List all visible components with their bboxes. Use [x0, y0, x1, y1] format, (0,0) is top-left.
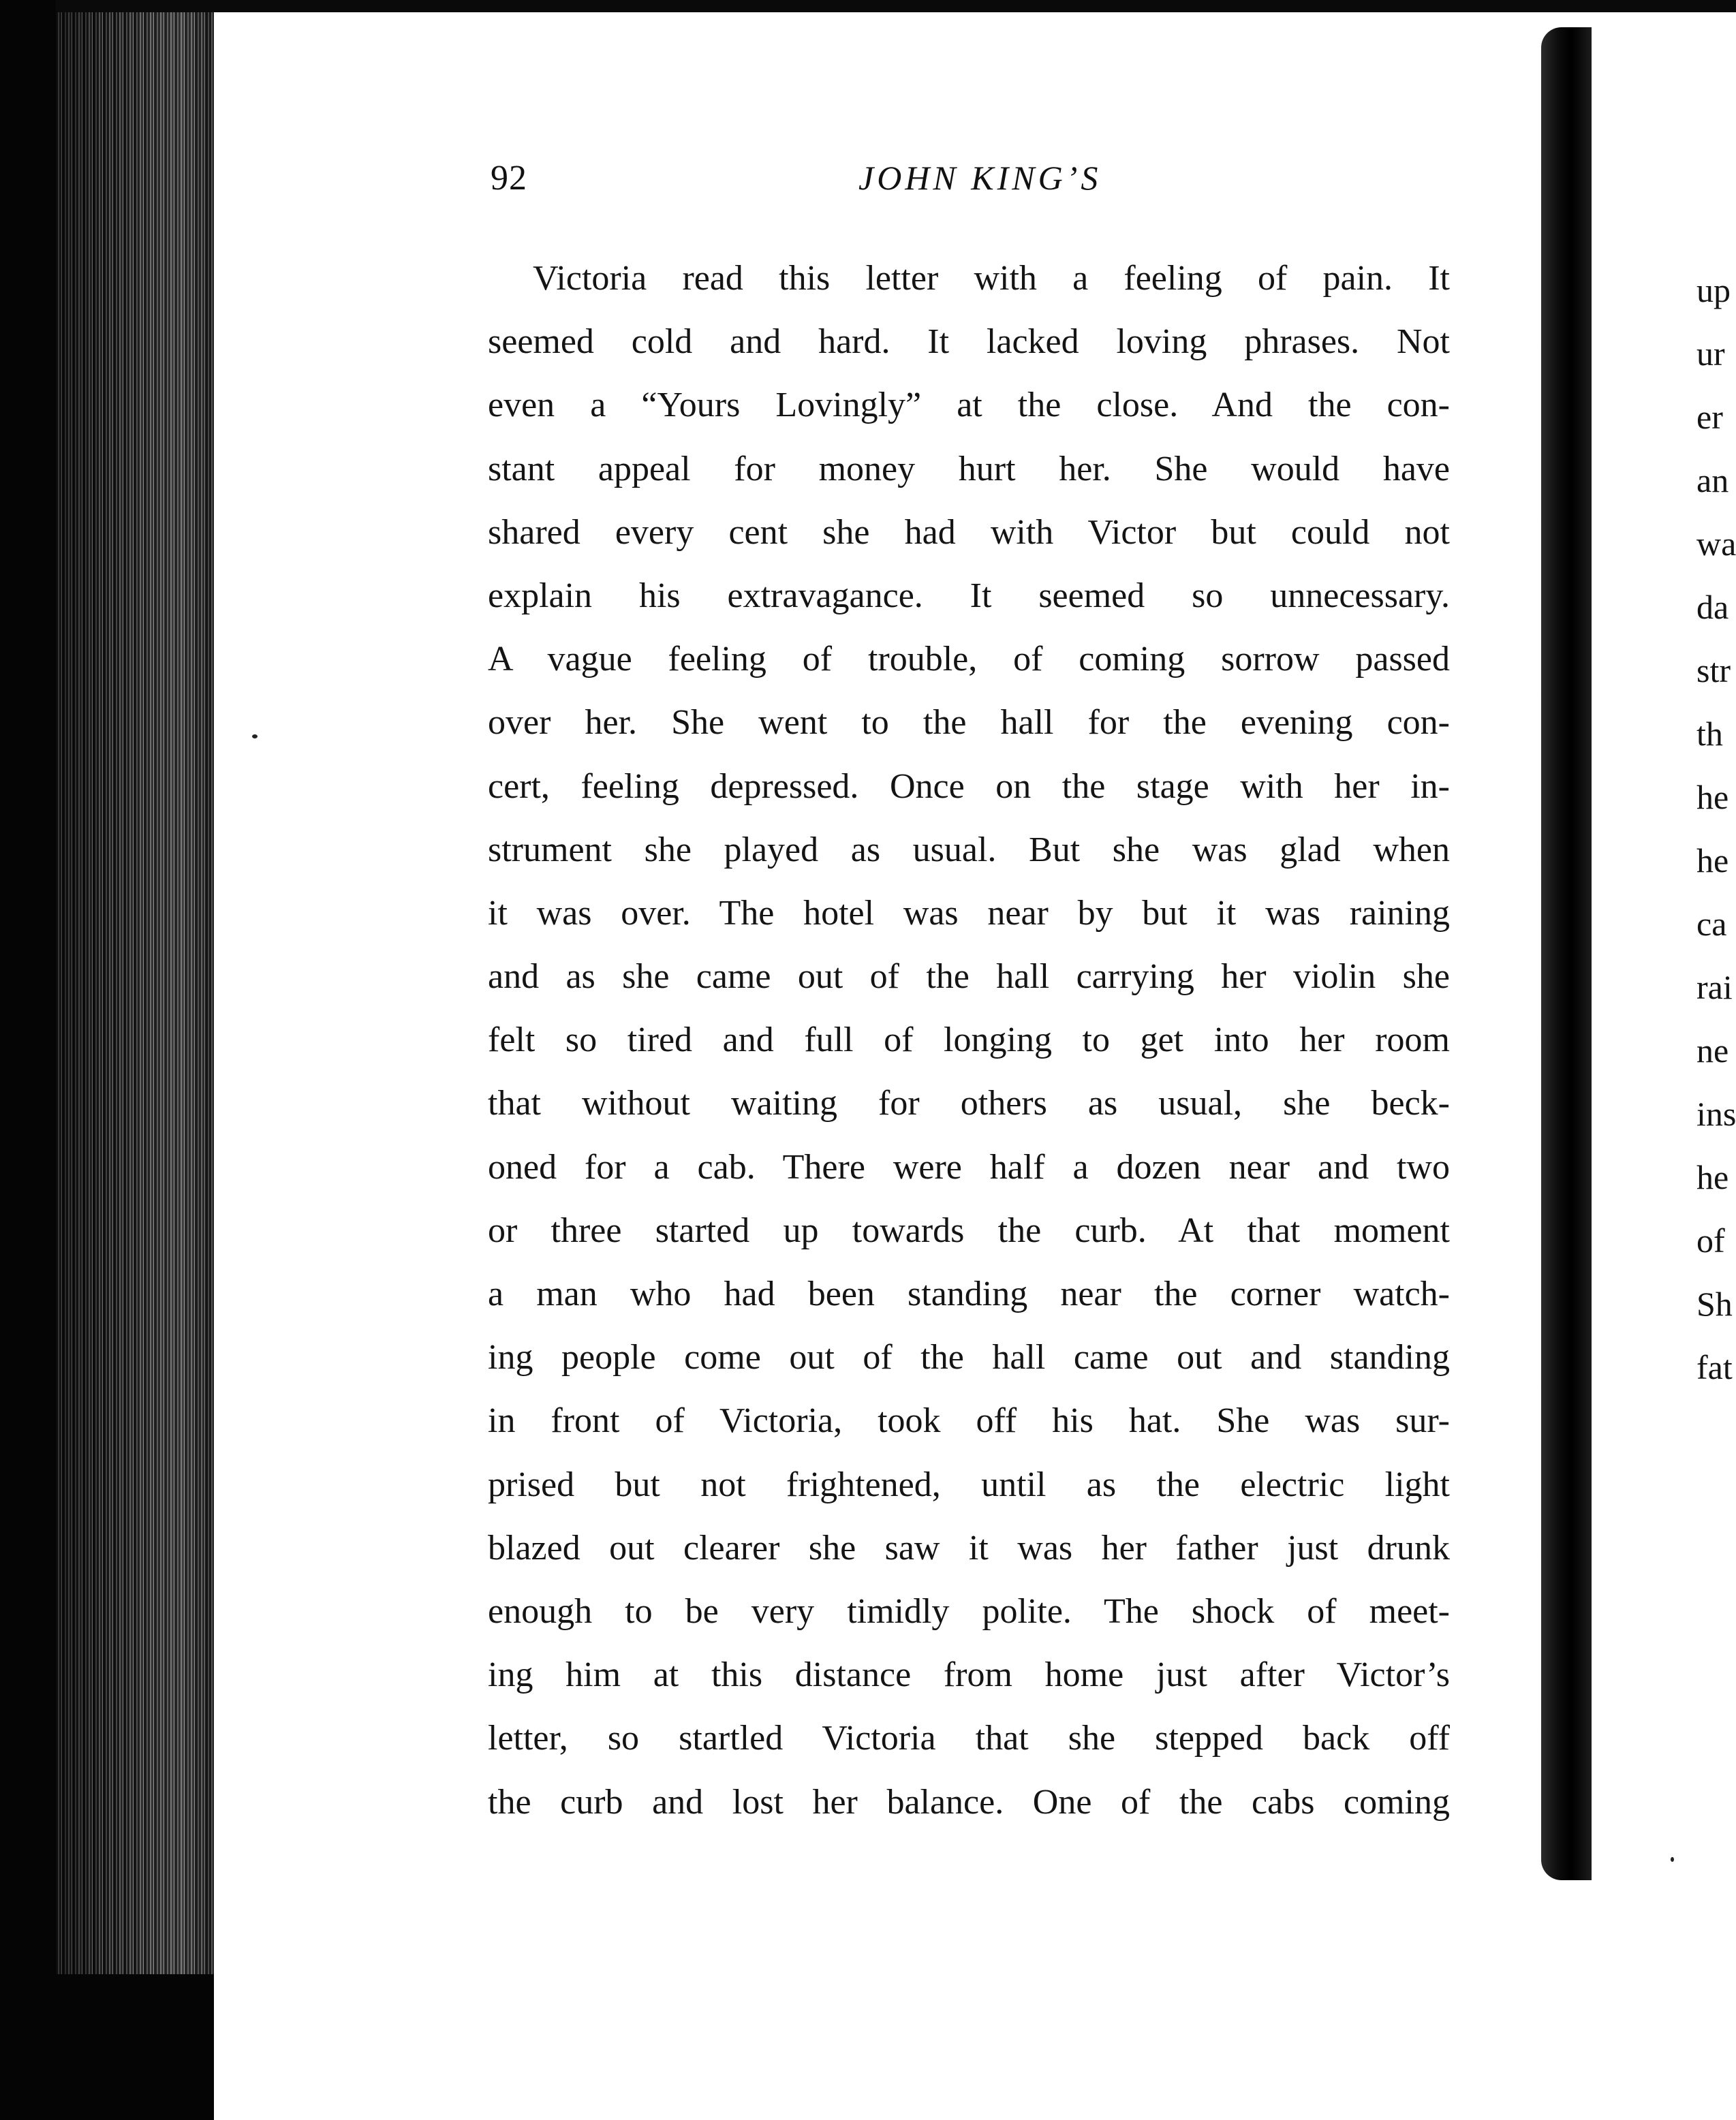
text-line: it was over. The hotel was near by but it was raining: [488, 893, 1450, 933]
right-page-fragment: ne: [1696, 1031, 1729, 1070]
text-line: shared every cent she had with Victor but could not: [488, 512, 1450, 552]
scan-speck: [1671, 1857, 1674, 1862]
text-line: seemed cold and hard. It lacked loving phrases. Not: [488, 322, 1450, 362]
text-line: letter, so startled Victoria that she stepped back off: [488, 1719, 1450, 1758]
right-page-fragment: ca: [1696, 905, 1727, 943]
scan-top-border: [0, 0, 1736, 12]
text-line: enough to be very timidly polite. The shock of meet-: [488, 1591, 1450, 1631]
text-line: the curb and lost her balance. One of the cabs coming: [488, 1782, 1450, 1822]
text-line: oned for a cab. There were half a dozen near and two: [488, 1147, 1450, 1187]
text-line: A vague feeling of trouble, of coming sorrow passed: [488, 640, 1450, 679]
right-page-fragment: Sh: [1696, 1285, 1733, 1323]
text-line: ing him at this distance from home just after Victor’s: [488, 1655, 1450, 1695]
right-page-fragment: ins: [1696, 1095, 1736, 1133]
right-page-text-fragments: [1696, 259, 1736, 1399]
book-gutter: [1541, 27, 1592, 1880]
right-page-fragment: da: [1696, 588, 1729, 626]
right-page-fragment: rai: [1696, 968, 1733, 1006]
scan-left-shadow: [0, 0, 56, 2120]
right-page-fragment: an: [1696, 461, 1729, 499]
scan-bottom-shadow: [0, 1974, 218, 2120]
right-page-fragment: str: [1696, 651, 1731, 689]
body-text: [488, 247, 1450, 1834]
text-line: a man who had been standing near the corner watch-: [488, 1275, 1450, 1313]
text-line: cert, feeling depressed. Once on the stage with her in-: [488, 766, 1450, 806]
text-line: even a “Yours Lovingly” at the close. And the con-: [488, 386, 1450, 425]
text-line: Victoria read this letter with a feeling of pain. It: [533, 259, 1450, 298]
text-line: blazed out clearer she saw it was her father just drunk: [488, 1528, 1450, 1568]
right-page-fragment: up: [1696, 271, 1731, 309]
text-line: in front of Victoria, took off his hat. She was sur-: [488, 1401, 1450, 1441]
right-page-fragment: wa: [1696, 525, 1736, 563]
text-line: and as she came out of the hall carrying her violin she: [488, 957, 1450, 997]
right-page-fragment: he: [1696, 778, 1729, 816]
text-line: explain his extravagance. It seemed so unnecessary.: [488, 576, 1450, 615]
right-page-fragment: er: [1696, 398, 1723, 436]
right-page-fragment: ur: [1696, 334, 1725, 373]
text-line: prised but not frightened, until as the electric light: [488, 1465, 1450, 1504]
text-line: or three started up towards the curb. At that moment: [488, 1211, 1450, 1250]
text-line: that without waiting for others as usual, she beck-: [488, 1084, 1450, 1123]
text-line: ing people come out of the hall came out and standing: [488, 1338, 1450, 1377]
running-head: [491, 158, 1444, 213]
scan-speck: [252, 734, 258, 738]
running-title: JOHN KING’S: [858, 159, 1102, 197]
book-page-edges: [56, 12, 214, 1974]
text-line: stant appeal for money hurt her. She would have: [488, 449, 1450, 488]
right-page-fragment: th: [1696, 715, 1723, 753]
right-page-fragment: of: [1696, 1221, 1725, 1260]
page-number: 92: [491, 159, 527, 198]
right-page-fragment: he: [1696, 841, 1729, 879]
text-line: strument she played as usual. But she was glad when: [488, 830, 1450, 869]
right-page-fragment: he: [1696, 1158, 1729, 1196]
text-line: over her. She went to the hall for the evening con-: [488, 703, 1450, 743]
right-page-fragment: fat: [1696, 1348, 1733, 1386]
text-line: felt so tired and full of longing to get into her room: [488, 1020, 1450, 1060]
